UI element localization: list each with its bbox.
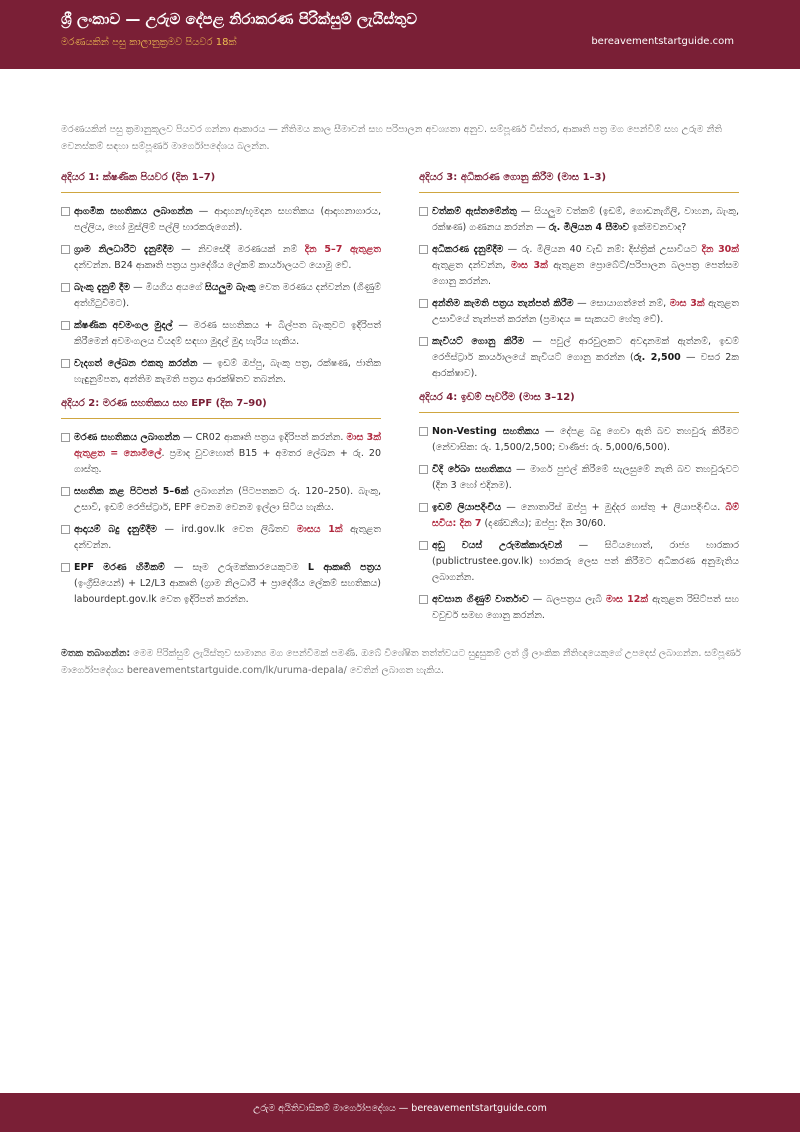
disclaimer-note — [61, 645, 741, 679]
checkbox-icon[interactable] — [419, 465, 428, 474]
checklist-item: ග්‍රාම නිලධාරීට දැනුම්දීම — නිවසේදී මරණයක් නම් දින 5–7 ඇතුළත දන්වන්න. B24 ආකෘති පත්‍රය ප්‍රාදේශීය ලේකම් කාර්යාලයට යොමු වේ. — [61, 242, 381, 274]
page-subtitle: මරණයකින් පසු කාලානුක්‍රමව පියවර 18ක් — [61, 37, 237, 48]
checklist-item: බැංකු දැනුම් දීම — මියගිය අයගේ සියලුම බැංකු වෙත මරණය දන්වන්න (ගිණුම් අත්හිටුවීමට). — [61, 280, 381, 312]
note-text: මෙම පිරික්සුම් ලැයිස්තුව සාමාන්‍ය මග පෙන්වීමක් පමණි. ඔබේ විශේෂිත තත්ත්වයට සුදුසුකම් ලත් ශ්‍රී ලාංකික නීතිඥයෙකුගේ උපදෙස් ලබාගන්න. සම්පූර්ණ මාර්ගෝපදේශය bereavementstartguide.com/lk/uruma-depala/ වෙතින් ලබාගත හැකිය. — [61, 648, 741, 676]
checkbox-icon[interactable] — [419, 595, 428, 604]
checklist-item: අඩු වයස් උරුමක්කාරුවන් — සිටියහොත්, රාජ්‍ය භාරකාර (publictrustee.gov.lk) භාරකරු ලෙස පත් කිරීමට අධිකරණ අනුමැතිය ලබාගන්න. — [419, 538, 739, 586]
checkbox-icon[interactable] — [61, 487, 70, 496]
checklist-item: කැවියට් ගොනු කිරීම — පවුල් ආරවුලකට අවදානමක් ඇත්නම්, ඉඩම් රෙජිස්ට්‍රාර් කාර්යාලයේ කැවියට් ගොනු කරන්න (රු. 2,500 — වසර 2ක ආරක්ෂාව). — [419, 334, 739, 382]
checklist-item: ආගමික සහතිකය ලබාගන්න — ආදාහන/භූමදාන සහතිකය (ආදාහනාගාරය, පල්ලිය, හෝ මුස්ලිම් පල්ලි භාරකරුගෙන්). — [61, 204, 381, 236]
checkbox-icon[interactable] — [419, 541, 428, 550]
checklist-item: වීදි රේඛා සහතිකය — මාර්ග පුළුල් කිරීමේ සැලසුමේ නැති බව තහවුරුවට (දින 3 හෝ එදිනම). — [419, 462, 739, 494]
checklist-item: වත්කම් ඇස්තමේන්තු — සියලුම වත්කම් (ඉඩම්, ගොඩනැගිලි, වාහන, බැංකු, රක්ෂණ) ගණනය කරන්න — රු. මිලියන 4 සීමාව ඉක්මවනවාද? — [419, 204, 739, 236]
checkbox-icon[interactable] — [61, 359, 70, 368]
intro-text: මරණයකින් පසු ක්‍රමානුකූලව පියවර ගන්නා ආකාරය — නීතිමය කාල සීමාවන් සහ පරිපාලන අවශ්‍යතා අනුව. සම්පූර්ණ විස්තර, ආකෘති පත්‍ර මග පෙන්වීම් සහ උරුම නීති වෙනස්කම් සඳහා සම්පූර්ණ මාර්ගෝපදේශය බලන්න. — [61, 124, 722, 152]
checklist-item: අවසාන ගිණුම් වාර්තාව — බලපත්‍රය ලැබී මාස 12ක් ඇතුළත රිසිට්පත් සහ වවුචර් සමඟ ගොනු කරන්න. — [419, 592, 739, 624]
checklist-item: ආදායම් බදු දැනුම්දීම — ird.gov.lk වෙත ලිඛිතව මාසය 1ක් ඇතුළත දන්වන්න. — [61, 522, 381, 554]
page-title: ශ්‍රී ලංකාව — උරුම දේපළ නිරාකරණ පිරික්සුම් ලැයිස්තුව — [61, 10, 418, 28]
section-title-phase-3: අදියර 3: අධිකරණ ගොනු කිරීම (මාස 1–3) — [419, 172, 739, 193]
header-site-link[interactable]: bereavementstartguide.com — [591, 36, 734, 47]
checklist-item: අධිකරණ දැනුම්දීම — රු. මිලියන 40 වැඩි නම්: දිස්ත්‍රික් උසාවියට දින 30ක් ඇතුළත දන්වන්න, මාස 3ක් ඇතුළත ප්‍රොබේට්/පරිපාලන බලපත්‍ර පෙත්සම ගොනු කරන්න. — [419, 242, 739, 290]
checklist-item: EPF මරණ හිමිකම් — සෑම උරුමක්කාරයෙකුටම L ආකෘති පත්‍රය (ඉංග්‍රීසියෙන්) + L2/L3 ආකෘති (ග්‍රාම නිලධාරී + ප්‍රාදේශීය ලේකම් සහතිකය) labourdept.gov.lk වෙත ඉදිරිපත් කරන්න. — [61, 560, 381, 608]
note-label: මතක තබාගන්න: — [61, 648, 131, 659]
left-column — [61, 172, 381, 614]
checkbox-icon[interactable] — [419, 207, 428, 216]
checkbox-icon[interactable] — [61, 283, 70, 292]
checklist-phase-3 — [419, 204, 739, 382]
checkbox-icon[interactable] — [419, 245, 428, 254]
checklist-item: Non-Vesting සහතිකය — දේපළ බදු ගෙවා ඇති බව තහවුරු කිරීමට (නේවාසික: රු. 1,500/2,500; වාණිජ: රු. 5,000/6,500). — [419, 424, 739, 456]
checklist-item: වැදගත් ලේඛන එකතු කරන්න — ඉඩම් ඔප්පු, බැංකු පත්‍ර, රක්ෂණ, ජාතික හැඳුනුම්පත, අන්තිම කැමති පත්‍රය ආරක්ෂිතව තබන්න. — [61, 356, 381, 388]
checklist-item: සහතික කළ පිටපත් 5–6ක් ලබාගන්න (පිටපතකට රු. 120–250). බැංකු, උසාවි, ඉඩම් රෙජිස්ට්‍රාර්, EPF වෙනම වෙනම ඉල්ලා සිටිය හැකිය. — [61, 484, 381, 516]
page-header — [0, 0, 800, 69]
checkbox-icon[interactable] — [61, 525, 70, 534]
checkbox-icon[interactable] — [61, 207, 70, 216]
checkbox-icon[interactable] — [419, 503, 428, 512]
checklist-item: ක්ෂණික අවමංගල මුදල් — මරණ සහතිකය + බිල්පත බැංකුවට ඉදිරිපත් කිරීමෙන් අවමංගලය වියදම් සඳහා මුදල් මුදා හැරිය හැකිය. — [61, 318, 381, 350]
checkbox-icon[interactable] — [61, 563, 70, 572]
checkbox-icon[interactable] — [61, 433, 70, 442]
right-column — [419, 172, 739, 630]
checklist-phase-4 — [419, 424, 739, 624]
checkbox-icon[interactable] — [419, 299, 428, 308]
section-title-phase-1: අදියර 1: ක්ෂණික පියවර (දින 1–7) — [61, 172, 381, 193]
checklist-item: අන්තිම කැමති පත්‍රය තැන්පත් කිරීම — සොයාගත්තේ නම්, මාස 3ක් ඇතුළත උසාවියේ තැන්පත් කරන්න (ප්‍රමාදය = සැකයට හේතු වේ). — [419, 296, 739, 328]
section-title-phase-4: අදියර 4: ඉඩම් පැවරීම (මාස 3–12) — [419, 392, 739, 413]
page-footer — [0, 1093, 800, 1132]
section-title-phase-2: අදියර 2: මරණ සහතිකය සහ EPF (දින 7–90) — [61, 398, 381, 419]
checkbox-icon[interactable] — [419, 427, 428, 436]
checklist-item: මරණ සහතිකය ලබාගන්න — CR02 ආකෘති පත්‍රය ඉදිරිපත් කරන්න. මාස 3ක් ඇතුළත = නොමිලේ. ප්‍රමාද වුවහොත් B15 + අමතර ලේඛන + රු. 20 ගාස්තු. — [61, 430, 381, 478]
footer-text: උරුම අයිතිවාසිකම් මාර්ගෝපදේශය — bereavementstartguide.com — [253, 1103, 547, 1114]
checkbox-icon[interactable] — [419, 337, 428, 346]
checklist-phase-2 — [61, 430, 381, 608]
checklist-phase-1 — [61, 204, 381, 388]
checkbox-icon[interactable] — [61, 321, 70, 330]
checklist-item: ඉඩම් ලියාපදිංචිය — නොතාරිස් ඔප්පු + මුද්දර ගාස්තු + ලියාපදිංචිය. බිම් සවිය: දින 7 (දණ්ඩනීය); ඔප්පු: දින 30/60. — [419, 500, 739, 532]
checkbox-icon[interactable] — [61, 245, 70, 254]
